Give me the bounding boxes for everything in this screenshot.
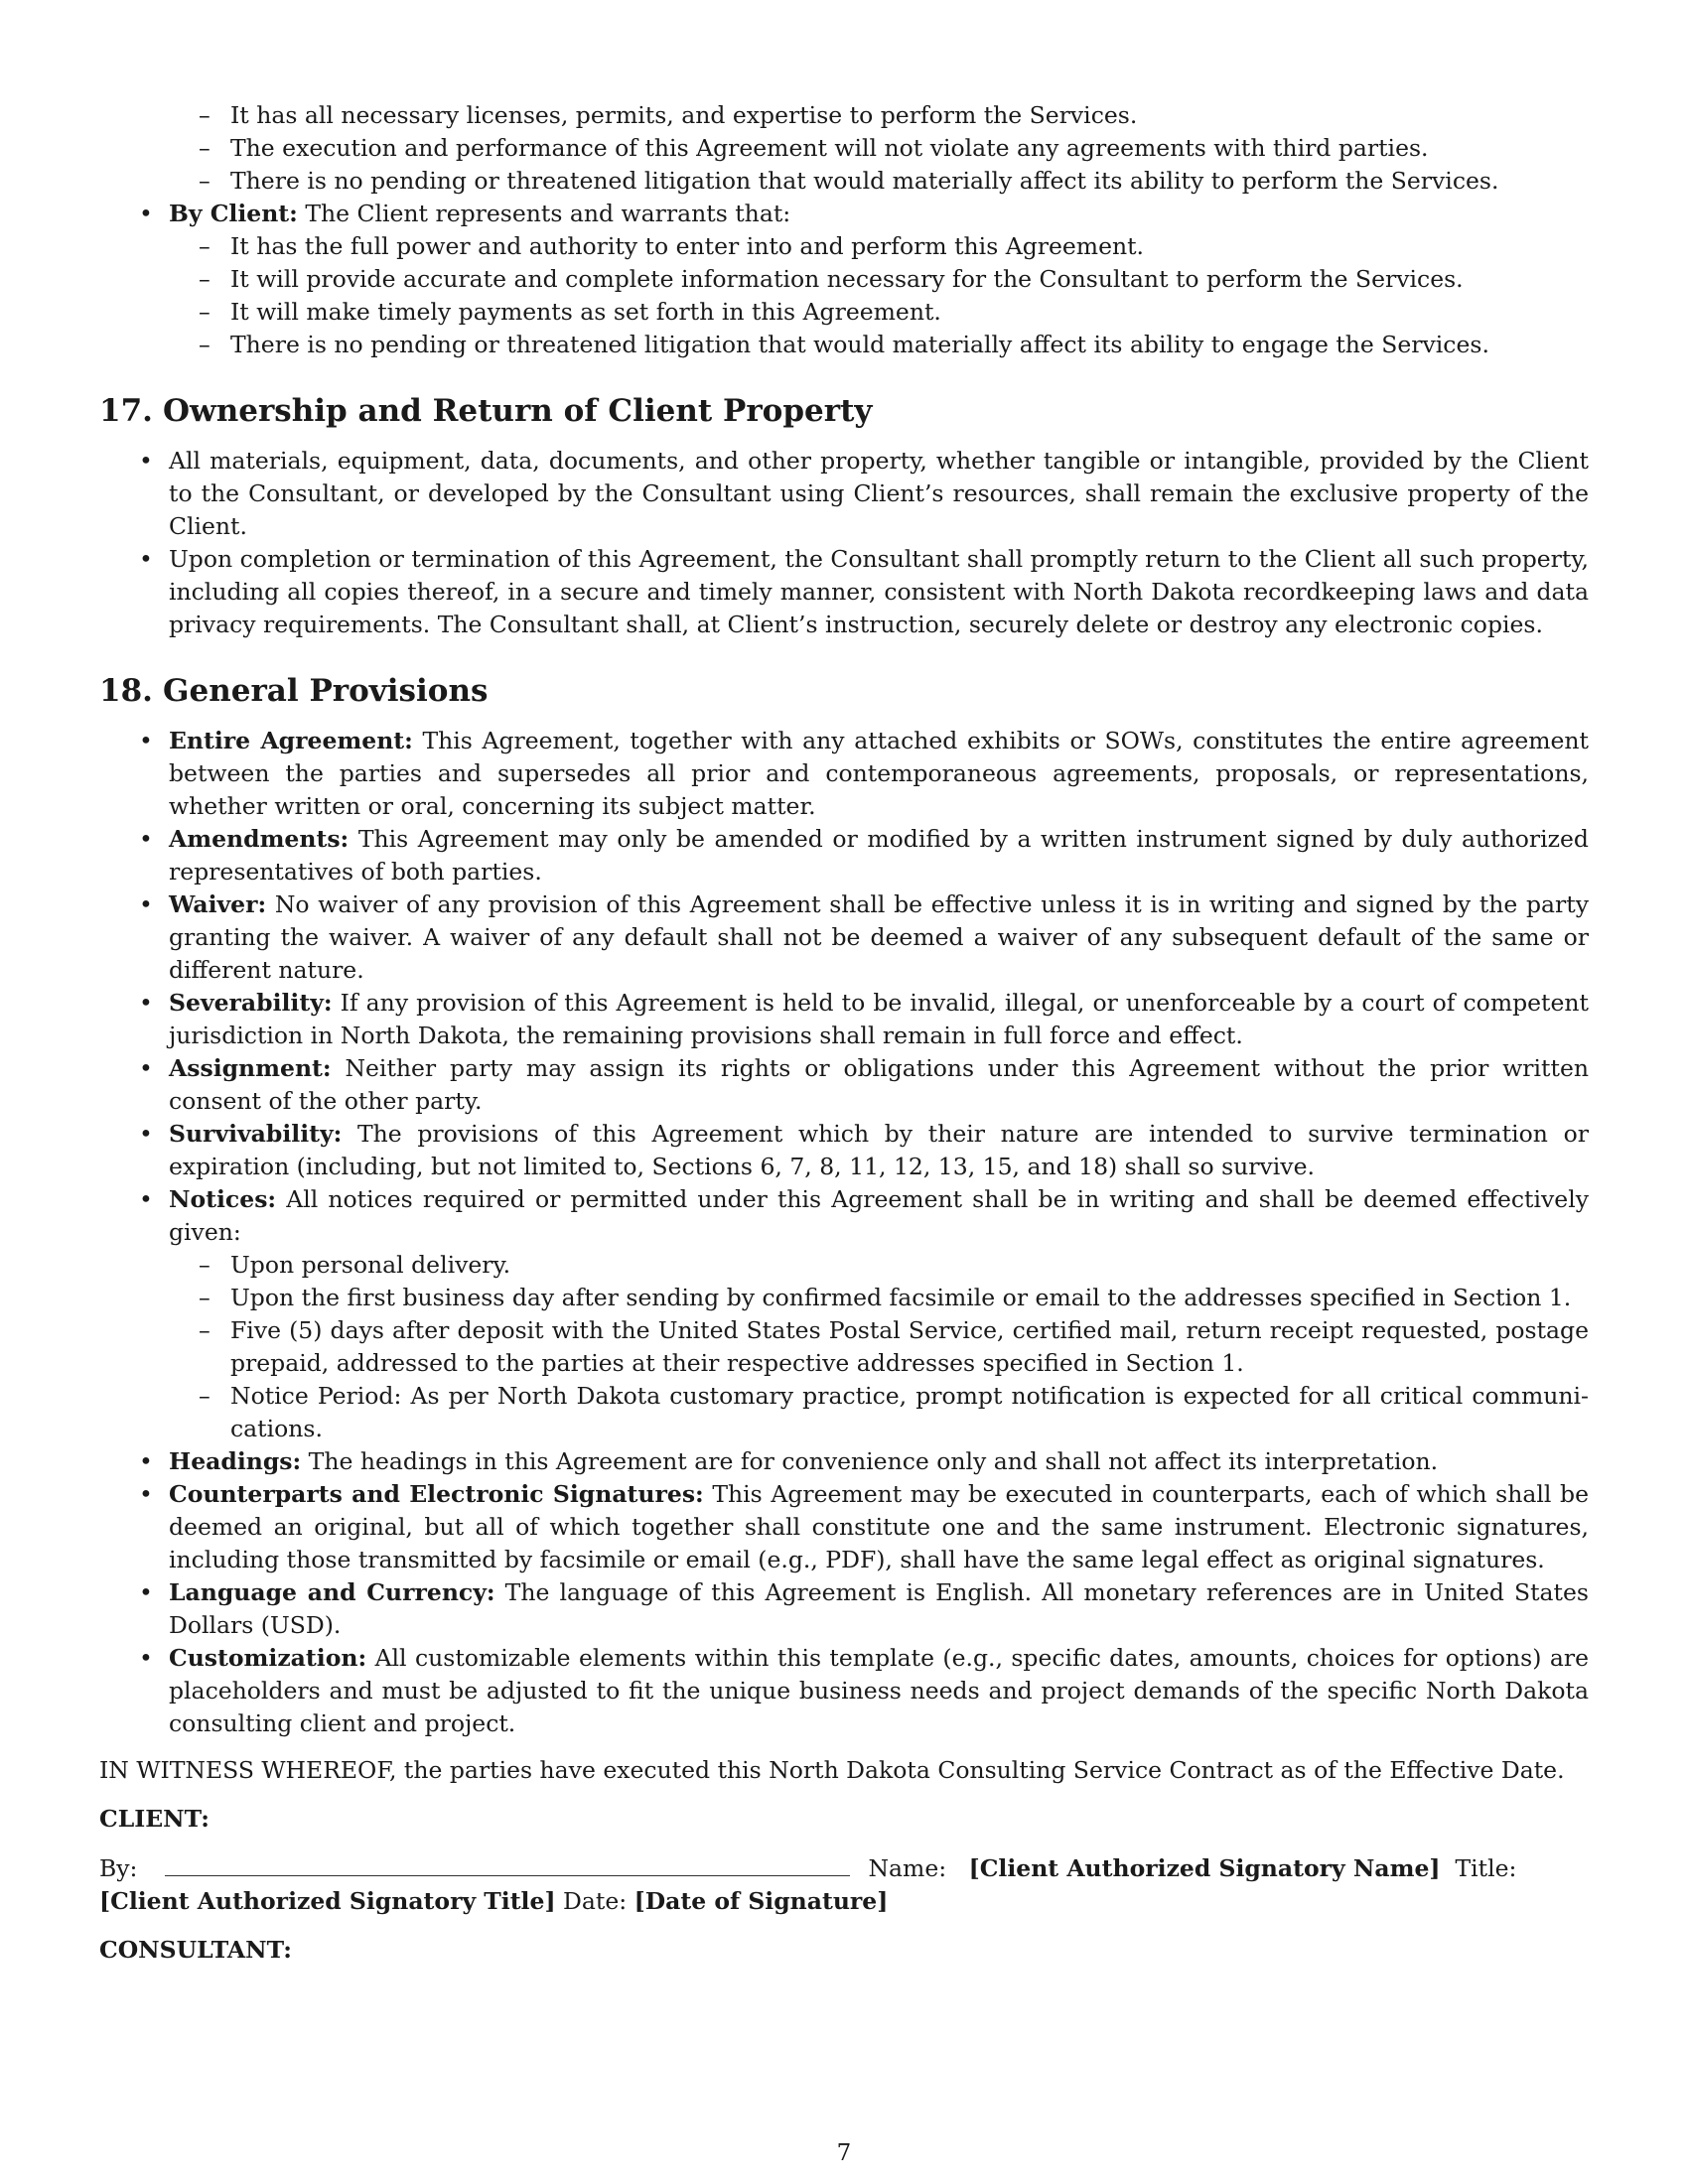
item-text: This Agreement, together with any attached exhibits or SOWs, constitutes the entire agreement between the parties and supersedes all prior and contemporaneous agreements, proposals, or representations, whether written or oral, concerning its subject matter. <box>169 727 1589 820</box>
section-title: General Provisions <box>163 673 489 709</box>
item-label: Assignment: <box>169 1054 332 1082</box>
witness-statement: IN WITNESS WHEREOF, the parties have executed this North Dakota Consulting Service Contract as of the Effective Date. <box>99 1756 1565 1784</box>
item-text: The headings in this Agreement are for convenience only and shall not affect its interpretation. <box>308 1447 1439 1475</box>
by-label: By: <box>99 1854 138 1882</box>
list-item <box>99 1576 1589 1642</box>
list-item: – It will provide accurate and complete information necessary for the Consultant to perform the Services. <box>169 263 1589 296</box>
list-item <box>99 987 1589 1052</box>
list-item: • All materials, equipment, data, documents, and other property, whether tangible or intangible, provided by the Client to the Consultant, or developed by the Consultant using Client’s resources, shall remain the exclusive property of the Client. <box>99 445 1589 543</box>
name-value: [Client Authorized Signatory Name] <box>968 1854 1441 1882</box>
date-value: [Date of Signature] <box>633 1887 889 1915</box>
item-label: Amendments: <box>169 825 350 853</box>
item-text: All customizable elements within this template (e.g., specific dates, amounts, choices for options) are placeholders and must be adjusted to fit the unique business needs and project demands of the specific North Dakota consulting client and project. <box>169 1644 1589 1737</box>
item-label: Headings: <box>169 1447 302 1475</box>
item-text: The provisions of this Agreement which by their nature are intended to survive termination or expiration (including, but not limited to, Sections 6, 7, 8, 11, 12, 13, 15, and 18) shall so survive. <box>169 1120 1589 1180</box>
section-17-list <box>99 445 1589 641</box>
section-number: 17. <box>99 393 153 429</box>
document-page <box>99 99 1589 1967</box>
list-item: – Upon the first business day after sending by confirmed facsimile or email to the addresses specified in Section 1. <box>169 1282 1589 1314</box>
item-label: Counterparts and Electronic Signatures: <box>169 1480 704 1508</box>
item-label: Entire Agreement: <box>169 727 413 754</box>
list-item <box>99 888 1589 987</box>
list-item <box>99 1642 1589 1740</box>
list-item <box>99 1183 1589 1445</box>
name-label: Name: <box>868 1854 947 1882</box>
page-number: 7 <box>836 2140 852 2166</box>
consultant-warranties-list <box>99 99 1589 198</box>
list-item <box>99 823 1589 888</box>
list-item <box>99 1478 1589 1576</box>
item-label: By Client: <box>169 200 298 227</box>
section-18-list <box>99 725 1589 1740</box>
item-text: If any provision of this Agreement is held to be invalid, illegal, or unenforceable by a court of competent jurisdiction in North Dakota, the remaining provisions shall remain in full force and effect. <box>169 989 1589 1049</box>
client-warranties-list <box>99 198 1589 361</box>
item-text: This Agreement may only be amended or modified by a written instrument signed by duly authorized representatives of both parties. <box>169 825 1589 886</box>
item-label: Customization: <box>169 1644 367 1672</box>
list-item <box>99 198 1589 361</box>
item-text: Neither party may assign its rights or obligations under this Agreement without the prior written consent of the other party. <box>169 1054 1589 1115</box>
item-text: This Agreement may be executed in counterparts, each of which shall be deemed an original, but all of which together shall constitute one and the same instrument. Electronic signatures, including those transmitted by facsimile or email (e.g., PDF), shall have the same legal effect as original signatures. <box>169 1480 1589 1573</box>
item-text: The language of this Agreement is English. All monetary references are in United States Dollars (USD). <box>169 1578 1589 1639</box>
list-item <box>99 725 1589 823</box>
item-label: Severability: <box>169 989 333 1017</box>
list-item: – There is no pending or threatened litigation that would materially affect its ability to engage the Services. <box>169 329 1589 361</box>
list-item: – It has the full power and authority to enter into and perform this Agreement. <box>169 230 1589 263</box>
client-signature-block <box>99 1851 1589 1918</box>
item-text: All notices required or permitted under this Agreement shall be in writing and shall be deemed effectively given: <box>169 1185 1589 1246</box>
list-item: • Upon completion or termination of this Agreement, the Consultant shall promptly return to the Client all such property, including all copies thereof, in a secure and timely manner, consistent with North Dakota recordkeeping laws and data privacy requirements. The Consultant shall, at Client’s instruction, securely delete or destroy any electronic copies. <box>99 543 1589 641</box>
item-label: Notices: <box>169 1185 277 1213</box>
section-title: Ownership and Return of Client Property <box>163 393 873 429</box>
item-label: Waiver: <box>169 890 267 918</box>
client-heading: CLIENT: <box>99 1805 210 1833</box>
list-item: – Notice Period: As per North Dakota customary practice, prompt notification is expected for all critical communi-cations. <box>169 1380 1589 1445</box>
list-item: – There is no pending or threatened litigation that would materially affect its ability to perform the Services. <box>99 165 1589 198</box>
list-item: – The execution and performance of this Agreement will not violate any agreements with third parties. <box>99 132 1589 165</box>
list-item <box>99 1445 1589 1478</box>
date-label: Date: <box>563 1887 628 1915</box>
list-item <box>99 1052 1589 1118</box>
signature-line[interactable] <box>165 1851 850 1876</box>
list-item: – Upon personal delivery. <box>169 1249 1589 1282</box>
item-text: No waiver of any provision of this Agreement shall be effective unless it is in writing and signed by the party granting the waiver. A waiver of any default shall not be deemed a waiver of any subsequent default of the same or different nature. <box>169 890 1589 984</box>
list-item: – Five (5) days after deposit with the United States Postal Service, certified mail, return receipt requested, postage prepaid, addressed to the parties at their respective addresses specified in Section 1. <box>169 1314 1589 1380</box>
client-sub-list <box>169 230 1589 361</box>
item-label: Survivability: <box>169 1120 343 1148</box>
consultant-heading: CONSULTANT: <box>99 1936 292 1964</box>
section-18-heading <box>99 671 1589 711</box>
title-label: Title: <box>1455 1854 1517 1882</box>
list-item <box>99 1118 1589 1183</box>
section-number: 18. <box>99 673 153 709</box>
item-text: The Client represents and warrants that: <box>305 200 791 227</box>
section-17-heading <box>99 391 1589 431</box>
list-item: – It has all necessary licenses, permits, and expertise to perform the Services. <box>99 99 1589 132</box>
item-label: Language and Currency: <box>169 1578 495 1606</box>
notices-sub-list <box>169 1249 1589 1445</box>
list-item: – It will make timely payments as set forth in this Agreement. <box>169 296 1589 329</box>
title-value: [Client Authorized Signatory Title] <box>99 1887 556 1915</box>
